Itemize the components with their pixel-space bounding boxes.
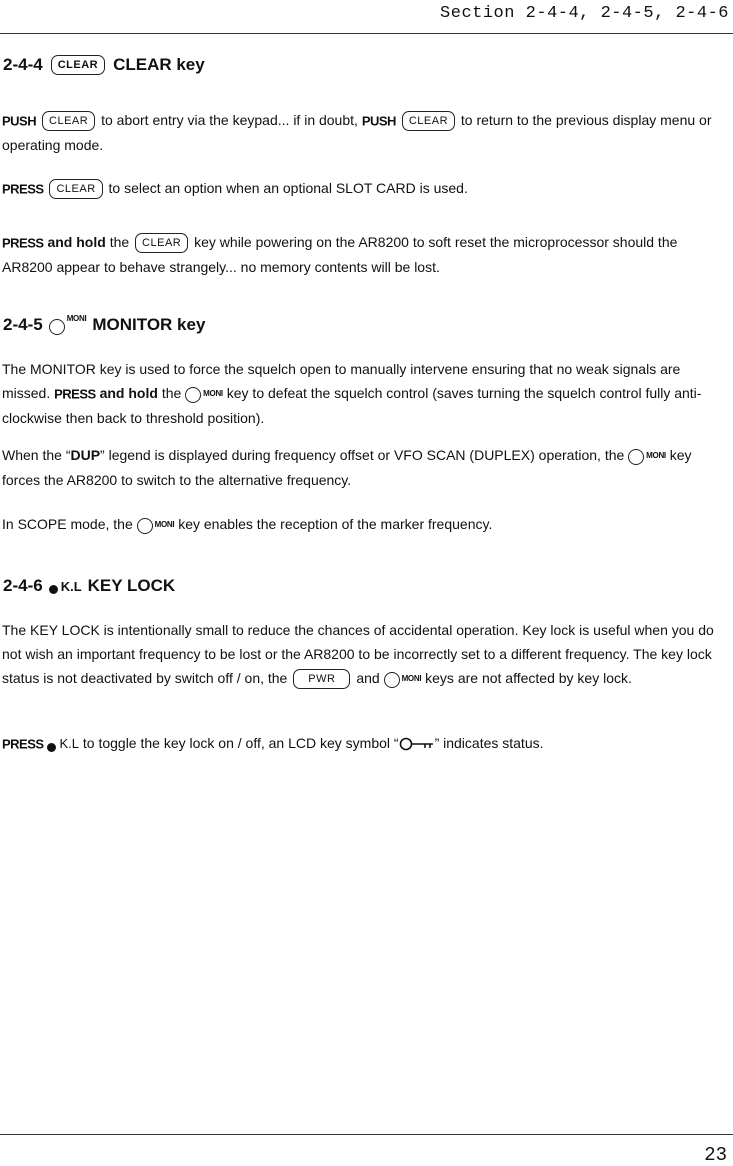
monitor-key-label: MONI <box>646 451 666 461</box>
text: the <box>109 234 130 250</box>
text: ” indicates status. <box>434 735 544 751</box>
paragraph-monitor-3 <box>2 512 730 537</box>
press-icon: PRESS <box>54 386 96 402</box>
heading-2-4-5 <box>3 314 205 335</box>
monitor-key-label: MONI <box>203 389 223 399</box>
text: key to defeat the squelch control (saves turning the squelch control fully anti-clockwise then back to threshold position). <box>2 385 702 427</box>
press-icon: PRESS <box>2 235 44 251</box>
kl-key-label: K.L <box>60 578 82 594</box>
dup-legend: DUP <box>70 447 101 463</box>
text: to select an option when an optional SLOT CARD is used. <box>108 180 468 196</box>
paragraph-monitor-1 <box>2 357 730 430</box>
section-number: 2-4-6 <box>3 576 43 595</box>
text: the <box>161 385 182 401</box>
heading-2-4-6 <box>3 576 175 596</box>
text: key while powering on the AR8200 to soft reset the microprocessor should the AR8200 appear to behave strangely... no memory contents will be lost. <box>2 234 678 276</box>
monitor-key-label: MONI <box>66 314 87 323</box>
section-number: 2-4-4 <box>3 55 43 74</box>
text: ” legend is displayed during frequency offset or VFO SCAN (DUPLEX) operation, the <box>100 447 625 463</box>
page-number: 23 <box>704 1144 727 1166</box>
paragraph-clear-1 <box>2 108 730 157</box>
text: The KEY LOCK is intentionally small to reduce the chances of accidental operation. Key lock is useful when you do not wish an important frequency to be lost or the AR8200 to be incorrectly set to a different frequency. The key lock status is not deactivated by switch off / on, the <box>2 622 714 686</box>
monitor-key-icon <box>384 667 422 691</box>
paragraph-clear-3 <box>2 230 730 279</box>
paragraph-clear-2 <box>2 176 730 201</box>
lcd-key-symbol-icon <box>399 736 435 752</box>
text: key forces the AR8200 to switch to the alternative frequency. <box>2 447 692 489</box>
section-number: 2-4-5 <box>3 314 43 334</box>
monitor-key-label: MONI <box>154 520 175 530</box>
text: key enables the reception of the marker frequency. <box>178 516 493 532</box>
monitor-key-icon <box>185 382 223 406</box>
press-icon: PRESS <box>2 181 44 197</box>
text: to return to the previous display menu or operating mode. <box>2 112 712 154</box>
push-icon: PUSH <box>2 113 37 129</box>
monitor-key-label: MONI <box>401 674 422 684</box>
section-title: MONITOR key <box>92 314 206 334</box>
clear-key-icon: CLEAR <box>42 111 95 131</box>
monitor-key-icon <box>137 513 175 537</box>
pwr-key-icon: PWR <box>293 669 350 689</box>
text: When the “ <box>2 447 71 463</box>
monitor-key-icon <box>49 314 87 335</box>
bold-text: and hold <box>47 234 106 250</box>
paragraph-keylock-2 <box>2 731 730 756</box>
clear-key-icon: CLEAR <box>49 179 102 199</box>
text: to toggle the key lock on / off, an LCD key symbol “ <box>82 735 399 751</box>
bold-text: and hold <box>99 385 158 401</box>
heading-2-4-4 <box>3 55 205 75</box>
paragraph-keylock-1 <box>2 618 730 691</box>
text: and <box>356 670 380 686</box>
monitor-key-icon <box>628 444 666 468</box>
section-title: KEY LOCK <box>87 576 176 595</box>
clear-key-icon: CLEAR <box>51 55 105 75</box>
section-title: CLEAR key <box>113 55 205 74</box>
text: to abort entry via the keypad... if in doubt, <box>101 112 358 128</box>
key-lock-key-icon <box>49 579 82 594</box>
paragraph-monitor-2 <box>2 443 730 492</box>
clear-key-icon: CLEAR <box>402 111 455 131</box>
text: keys are not affected by key lock. <box>425 670 632 686</box>
clear-key-icon: CLEAR <box>135 233 188 253</box>
section-header: Section 2-4-4, 2-4-5, 2-4-6 <box>440 4 729 23</box>
press-icon: PRESS <box>2 736 44 752</box>
header-rule <box>0 33 733 34</box>
kl-key-label: K.L <box>59 736 79 752</box>
key-lock-key-icon <box>47 732 79 756</box>
footer-rule <box>0 1134 733 1135</box>
push-icon: PUSH <box>361 113 396 129</box>
text: In SCOPE mode, the <box>2 516 133 532</box>
text: The MONITOR key is used to force the squelch open to manually intervene ensuring that no weak signals are missed. <box>2 361 681 401</box>
